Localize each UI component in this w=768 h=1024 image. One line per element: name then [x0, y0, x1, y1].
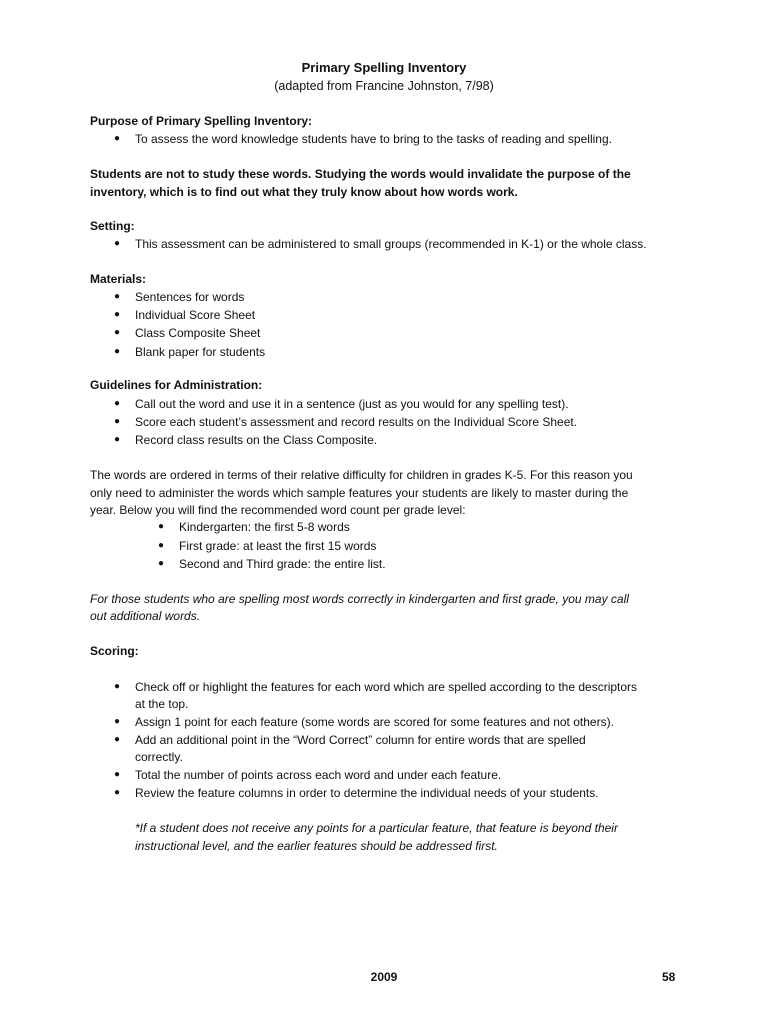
ordering-line-2: only need to administer the words which sample features your students are likely to master during the: [90, 486, 629, 500]
bullet-icon: ●: [114, 681, 121, 692]
scoring-bullet-text: Add an additional point in the “Word Correct” column for entire words that are spelled: [135, 733, 586, 747]
ordering-line-3: year. Below you will find the recommended word count per grade level:: [90, 503, 466, 517]
scoring-bullet-text: Assign 1 point for each feature (some words are scored for some features and not others).: [135, 715, 614, 729]
bullet-icon: ●: [114, 734, 121, 745]
guidelines-bullet-text: Call out the word and use it in a sentence (just as you would for any spelling test).: [135, 397, 569, 411]
footnote-line-2: instructional level, and the earlier features should be addressed first.: [135, 839, 498, 853]
note-line-2: out additional words.: [90, 609, 201, 623]
bullet-icon: ●: [114, 238, 121, 249]
note-line-1: For those students who are spelling most words correctly in kindergarten and first grade, you may call: [90, 592, 629, 606]
guidelines-heading: Guidelines for Administration:: [90, 378, 263, 392]
bullet-icon: ●: [114, 787, 121, 798]
guidelines-bullet-text: Record class results on the Class Composite.: [135, 433, 378, 447]
bullet-icon: ●: [114, 133, 121, 144]
bullet-icon: ●: [114, 346, 121, 357]
page-number: 58: [662, 970, 676, 984]
scoring-heading: Scoring:: [90, 644, 139, 658]
bullet-icon: ●: [114, 398, 121, 409]
footer-year: 2009: [370, 970, 398, 984]
grade-bullet-text: Kindergarten: the first 5-8 words: [179, 520, 350, 534]
setting-heading: Setting:: [90, 219, 135, 233]
bullet-icon: ●: [158, 558, 165, 569]
ordering-line-1: The words are ordered in terms of their relative difficulty for children in grades K-5. For this reason you: [90, 468, 633, 482]
bullet-icon: ●: [158, 521, 165, 532]
bullet-icon: ●: [114, 327, 121, 338]
purpose-bullet-text: To assess the word knowledge students have to bring to the tasks of reading and spelling.: [135, 132, 612, 146]
materials-bullet-text: Class Composite Sheet: [135, 326, 261, 340]
document-title: Primary Spelling Inventory: [301, 60, 467, 75]
bullet-icon: ●: [114, 716, 121, 727]
bullet-icon: ●: [114, 291, 121, 302]
setting-bullet-text: This assessment can be administered to small groups (recommended in K-1) or the whole class.: [135, 237, 647, 251]
warning-line-2: inventory, which is to find out what they truly know about how words work.: [90, 185, 518, 199]
warning-line-1: Students are not to study these words. Studying the words would invalidate the purpose of the: [90, 167, 631, 181]
materials-heading: Materials:: [90, 272, 147, 286]
materials-bullet-text: Blank paper for students: [135, 345, 266, 359]
bullet-icon: ●: [114, 769, 121, 780]
purpose-heading: Purpose of Primary Spelling Inventory:: [90, 114, 313, 128]
bullet-icon: ●: [114, 309, 121, 320]
guidelines-bullet-text: Score each student’s assessment and record results on the Individual Score Sheet.: [135, 415, 578, 429]
grade-bullet-text: Second and Third grade: the entire list.: [179, 557, 386, 571]
bullet-icon: ●: [158, 540, 165, 551]
scoring-bullet-text: Review the feature columns in order to determine the individual needs of your students.: [135, 786, 599, 800]
bullet-icon: ●: [114, 434, 121, 445]
document-subtitle: (adapted from Francine Johnston, 7/98): [274, 79, 494, 93]
grade-bullet-text: First grade: at least the first 15 words: [179, 539, 377, 553]
scoring-bullet-text: Total the number of points across each word and under each feature.: [135, 768, 502, 782]
scoring-bullet-text: at the top.: [135, 697, 189, 711]
scoring-bullet-text: Check off or highlight the features for each word which are spelled according to the descriptors: [135, 680, 638, 694]
footnote-line-1: *If a student does not receive any points for a particular feature, that feature is beyond their: [135, 821, 618, 835]
materials-bullet-text: Sentences for words: [135, 290, 245, 304]
materials-bullet-text: Individual Score Sheet: [135, 308, 256, 322]
scoring-bullet-text: correctly.: [135, 750, 183, 764]
bullet-icon: ●: [114, 416, 121, 427]
